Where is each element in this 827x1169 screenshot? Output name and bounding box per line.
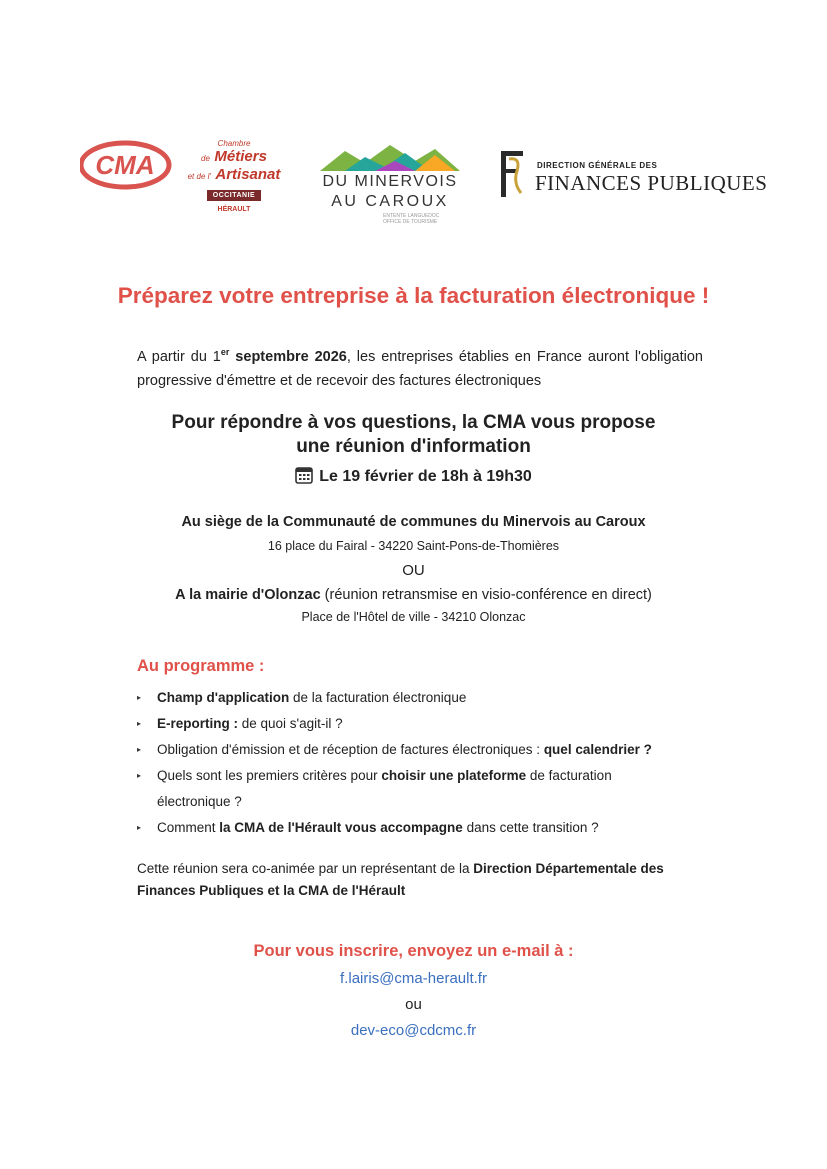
list-item: ▸ Obligation d'émission et de réception de factures électroniques : quel calendrier ? <box>137 737 737 763</box>
email-link-2[interactable] <box>0 1022 827 1039</box>
minervois-sub <box>383 213 439 225</box>
dgfip-f-icon <box>495 149 531 199</box>
question-line1: Pour répondre à vos questions, la CMA vous propose <box>171 412 656 433</box>
question-heading <box>0 411 827 459</box>
intro-sup: er <box>220 347 230 357</box>
or-separator: OU <box>402 562 425 579</box>
calendar-icon <box>295 466 313 484</box>
cma-artisanat: Artisanat <box>215 166 281 183</box>
event-date <box>0 466 827 486</box>
coanim-text: Cette réunion sera co-animée par un représentant de la <box>137 861 474 876</box>
bullet-icon: ▸ <box>137 719 142 728</box>
cma-metiers: Métiers <box>214 148 267 165</box>
cma-logo <box>80 135 280 225</box>
bullet-icon: ▸ <box>137 823 142 832</box>
intro-date: septembre 2026 <box>229 348 347 365</box>
intro-paragraph <box>137 340 703 393</box>
minervois-line2: AU CAROUX <box>331 193 449 210</box>
email-link-1-text[interactable]: f.lairis@cma-herault.fr <box>340 970 487 987</box>
minervois-sub2: OFFICE DE TOURISME <box>383 219 438 225</box>
programme-title: Au programme : <box>137 657 265 675</box>
page-title: Préparez votre entreprise à la facturation électronique ! <box>117 283 710 308</box>
list-item: ▸ Comment la CMA de l'Hérault vous accompagne dans cette transition ? <box>137 815 737 841</box>
location2-name: A la mairie d'Olonzac <box>175 587 321 603</box>
cma-small3: et de l' <box>187 172 211 181</box>
email-or: ou <box>405 996 422 1013</box>
question-line2: une réunion d'information <box>296 436 531 457</box>
co-animation-note <box>137 858 717 902</box>
location2-title <box>0 587 827 603</box>
email-link-2-text[interactable]: dev-eco@cdcmc.fr <box>350 1022 477 1039</box>
location1-address: 16 place du Fairal - 34220 Saint-Pons-de-Thomières <box>267 539 560 553</box>
event-date-text: Le 19 février de 18h à 19h30 <box>319 468 532 485</box>
list-item: ▸ Quels sont les premiers critères pour choisir une plateforme de facturation électronique ? <box>137 763 657 815</box>
dgfip-small: DIRECTION GÉNÉRALE DES <box>537 161 658 170</box>
bullet-icon: ▸ <box>137 745 142 754</box>
coanim-bold: Direction Départementale des Finances Publiques et la CMA de l'Hérault <box>137 861 664 898</box>
list-item: ▸ Champ d'application de la facturation électronique <box>137 685 737 711</box>
bullet-icon: ▸ <box>137 693 142 702</box>
minervois-line1: DU MINERVOIS <box>322 173 458 190</box>
cma-mark-icon <box>80 135 180 195</box>
bullet-icon: ▸ <box>137 771 142 780</box>
mountain-icon <box>315 143 465 173</box>
list-item: ▸ E-reporting : de quoi s'agit-il ? <box>137 711 737 737</box>
dgfip-logo <box>495 147 785 207</box>
cma-region-badge: OCCITANIE <box>207 190 261 201</box>
intro-part2: , les entreprises établies en France auront l'obligation progressive d'émettre et de recevoir des factures électroniques <box>137 348 703 389</box>
location2-address: Place de l'Hôtel de ville - 34210 Olonzac <box>301 610 526 624</box>
email-link-1[interactable] <box>0 970 827 987</box>
intro-part1: A partir du 1 <box>137 348 221 365</box>
cma-name <box>184 139 284 213</box>
location2-note: (réunion retransmise en visio-conférence en direct) <box>320 587 652 603</box>
cma-mark-text: CMA <box>95 150 155 180</box>
cma-small1: Chambre <box>217 139 251 148</box>
dgfip-big: FINANCES PUBLIQUES <box>535 171 768 195</box>
programme-list <box>137 685 737 841</box>
minervois-sub1: ENTENTE LANGUEDOC <box>383 213 440 219</box>
signup-title: Pour vous inscrire, envoyez un e-mail à : <box>253 942 574 960</box>
location1-title: Au siège de la Communauté de communes du Minervois au Caroux <box>181 514 646 530</box>
cma-dept: HÉRAULT <box>217 206 251 213</box>
cma-small2: de <box>201 154 210 163</box>
minervois-caroux-logo <box>315 143 465 233</box>
